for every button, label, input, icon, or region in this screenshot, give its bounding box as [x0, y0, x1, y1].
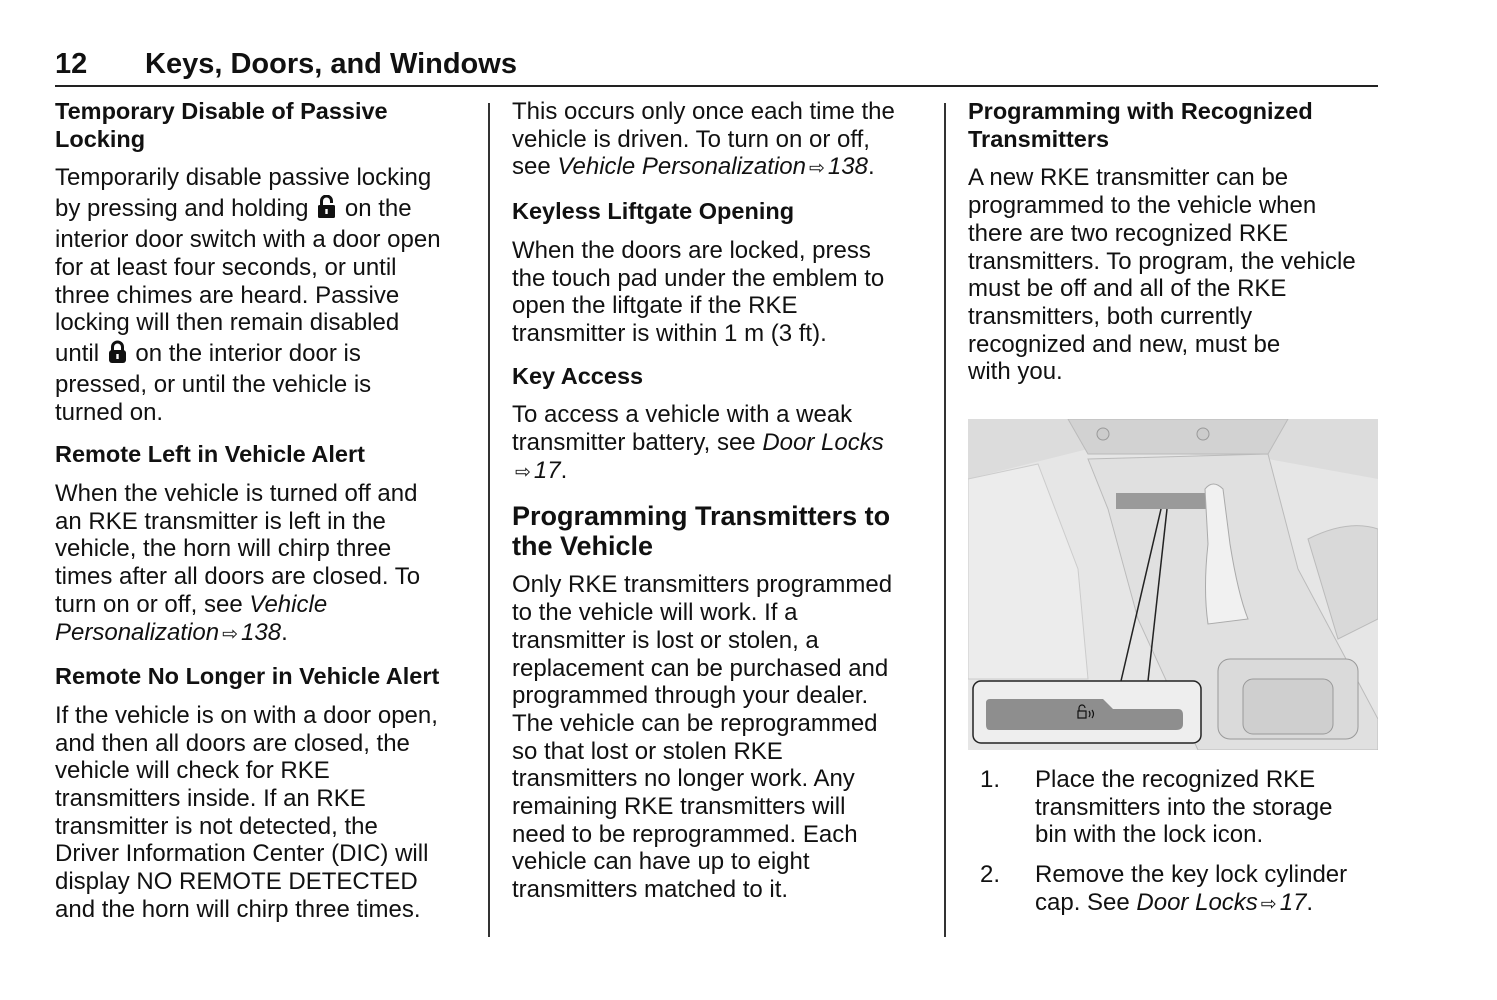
text-line: [512, 765, 932, 793]
text-run: vehicle is driven. To turn on or off,: [512, 125, 870, 153]
text-line: [1035, 794, 1383, 822]
cross-reference-text: Vehicle: [249, 590, 328, 618]
text-run: To access a vehicle with a weak: [512, 401, 853, 429]
text-run: bin with the lock icon.: [1035, 821, 1264, 849]
text-run: on the: [338, 195, 412, 223]
text-run: transmitters matched to it.: [512, 876, 789, 904]
heading-line: Programming Transmitters to: [512, 501, 891, 532]
lock-icon: [106, 340, 129, 367]
text-line: [55, 702, 475, 730]
text-run: there are two recognized RKE: [968, 219, 1289, 247]
section-heading: [968, 98, 1383, 153]
text-run: locking will then remain disabled: [55, 309, 400, 337]
text-line: [55, 535, 475, 563]
text-line: [512, 682, 932, 710]
paragraph: [55, 702, 475, 924]
paragraph: [968, 164, 1383, 386]
cross-reference-text: 138: [827, 153, 868, 181]
text-run: pressed, or until the vehicle is: [55, 370, 372, 398]
section-heading: [55, 663, 475, 691]
text-line: [968, 358, 1383, 386]
text-line: [512, 738, 932, 766]
text-line: [55, 619, 475, 649]
page-reference-arrow-icon: ⇨: [1260, 893, 1277, 915]
text-run: open the liftgate if the RKE: [512, 292, 798, 320]
heading-line: Programming with Recognized: [968, 98, 1313, 124]
text-line: [968, 303, 1383, 331]
page-reference-arrow-icon: ⇨: [808, 158, 825, 180]
text-line: [55, 840, 475, 868]
cross-reference-text: 138: [241, 618, 282, 646]
text-run: transmitter battery, see: [512, 429, 763, 457]
column-left: [55, 98, 475, 939]
text-run: replacement can be purchased and: [512, 654, 889, 682]
text-line: [55, 226, 475, 254]
text-line: [512, 153, 932, 183]
text-line: [1035, 821, 1383, 849]
paragraph: [512, 237, 932, 348]
heading-line: Transmitters: [968, 125, 1110, 152]
text-line: [55, 785, 475, 813]
unlock-icon: [315, 195, 338, 222]
text-run: turned on.: [55, 398, 164, 426]
text-line: [968, 164, 1383, 192]
list-item: [980, 861, 1383, 918]
text-line: [512, 401, 932, 429]
text-run: If the vehicle is on with a door open,: [55, 701, 438, 729]
text-line: [512, 320, 932, 348]
list-number: 1.: [980, 766, 1001, 794]
text-run: Temporarily disable passive locking: [55, 164, 432, 192]
text-run: .: [1306, 888, 1314, 916]
text-run: transmitters. To program, the vehicle: [968, 247, 1356, 275]
text-line: [968, 220, 1383, 248]
cross-reference-text: Personalization: [55, 618, 220, 646]
text-run: for at least four seconds, or until: [55, 253, 397, 281]
section-heading: [512, 363, 932, 391]
text-line: [512, 237, 932, 265]
text-run: transmitters into the storage: [1035, 793, 1333, 821]
text-line: [512, 655, 932, 683]
text-run: to the vehicle will work. If a: [512, 599, 798, 627]
heading-line: Remote Left in Vehicle Alert: [55, 441, 365, 468]
text-line: [512, 627, 932, 655]
text-line: [968, 331, 1383, 359]
text-run: transmitters no longer work. Any: [512, 765, 855, 793]
section-heading: [55, 98, 475, 153]
text-line: [55, 508, 475, 536]
list-item: [980, 766, 1383, 849]
heading-line: Temporary Disable of Passive: [55, 98, 388, 124]
paragraph: [512, 571, 932, 903]
page-number: 12: [55, 48, 88, 80]
header-rule: [55, 85, 1378, 87]
chapter-title: Keys, Doors, and Windows: [145, 48, 517, 80]
text-run: transmitter is lost or stolen, a: [512, 626, 819, 654]
text-run: vehicle, the horn will chirp three: [55, 535, 392, 563]
text-line: [55, 868, 475, 896]
heading-line: the Vehicle: [512, 531, 654, 562]
text-run: and then all doors are closed, the: [55, 729, 410, 757]
text-run: transmitter is within 1 m (3 ft).: [512, 319, 827, 347]
paragraph: [512, 401, 932, 486]
text-line: [512, 126, 932, 154]
text-line: [512, 821, 932, 849]
cross-reference-text: Vehicle Personalization: [557, 153, 806, 181]
text-run: times after all doors are closed. To: [55, 563, 421, 591]
text-line: [512, 457, 932, 487]
text-line: [512, 98, 932, 126]
text-run: by pressing and holding: [55, 195, 316, 223]
text-run: cap. See: [1035, 888, 1137, 916]
text-line: [512, 265, 932, 293]
heading-line: Key Access: [512, 362, 644, 389]
text-run: Place the recognized RKE: [1035, 766, 1316, 794]
text-line: [55, 337, 475, 371]
text-line: [512, 429, 932, 457]
text-run: programmed to the vehicle when: [968, 192, 1317, 220]
text-line: [55, 371, 475, 399]
text-line: [512, 848, 932, 876]
paragraph: [512, 98, 932, 183]
column-divider: [944, 103, 946, 937]
text-line: [512, 876, 932, 904]
section-heading: [55, 441, 475, 469]
text-line: [55, 480, 475, 508]
heading-line: Remote No Longer in Vehicle Alert: [55, 663, 440, 690]
text-run: display NO REMOTE DETECTED: [55, 868, 418, 896]
section-heading: [512, 198, 932, 226]
text-line: [512, 292, 932, 320]
page-reference-arrow-icon: ⇨: [515, 461, 531, 483]
text-line: [1035, 861, 1383, 889]
text-line: [512, 571, 932, 599]
text-line: [55, 164, 475, 192]
page-reference-arrow-icon: ⇨: [222, 623, 239, 645]
text-run: remaining RKE transmitters will: [512, 793, 846, 821]
text-run: .: [867, 153, 875, 181]
text-run: transmitters, both currently: [968, 302, 1253, 330]
text-line: [968, 248, 1383, 276]
paragraph: [55, 480, 475, 648]
text-line: [55, 282, 475, 310]
cross-reference-text: 17: [1279, 888, 1307, 916]
text-run: and the horn will chirp three times.: [55, 895, 421, 923]
text-run: turn on or off, see: [55, 590, 250, 618]
text-run: Remove the key lock cylinder: [1035, 861, 1348, 889]
heading-line: Keyless Liftgate Opening: [512, 198, 795, 225]
text-line: [55, 730, 475, 758]
text-run: an RKE transmitter is left in the: [55, 507, 386, 535]
text-run: interior door switch with a door open: [55, 226, 441, 254]
text-line: [512, 710, 932, 738]
text-run: so that lost or stolen RKE: [512, 737, 783, 765]
text-run: .: [560, 456, 568, 484]
text-run: When the vehicle is turned off and: [55, 480, 418, 508]
list-number: 2.: [980, 861, 1001, 889]
text-line: [55, 563, 475, 591]
text-line: [55, 591, 475, 619]
page-header: [55, 48, 517, 81]
text-run: This occurs only once each time the: [512, 98, 895, 125]
cross-reference-text: 17: [533, 456, 561, 484]
text-run: Driver Information Center (DIC) will: [55, 840, 429, 868]
text-run: must be off and all of the RKE: [968, 275, 1287, 303]
text-line: [512, 599, 932, 627]
text-run: the touch pad under the emblem to: [512, 264, 885, 292]
text-run: on the interior door is: [128, 339, 361, 367]
text-run: .: [281, 618, 288, 646]
text-run: vehicle can have up to eight: [512, 848, 810, 876]
text-run: need to be reprogrammed. Each: [512, 820, 858, 848]
text-run: Only RKE transmitters programmed: [512, 571, 893, 599]
text-line: [55, 896, 475, 924]
text-line: [55, 192, 475, 226]
column-divider: [488, 103, 490, 937]
paragraph: [55, 164, 475, 426]
text-line: [55, 309, 475, 337]
text-run: three chimes are heard. Passive: [55, 281, 400, 309]
text-line: [55, 254, 475, 282]
text-line: [968, 275, 1383, 303]
cross-reference-text: Door Locks: [1136, 888, 1258, 916]
section-heading: [512, 501, 932, 561]
text-line: [55, 757, 475, 785]
text-line: [55, 813, 475, 841]
text-run: recognized and new, must be: [968, 330, 1281, 358]
column-middle: [512, 98, 932, 919]
text-run: The vehicle can be reprogrammed: [512, 709, 878, 737]
text-run: transmitter is not detected, the: [55, 812, 378, 840]
text-run: A new RKE transmitter can be: [968, 164, 1289, 192]
text-run: vehicle will check for RKE: [55, 757, 330, 785]
heading-line: Locking: [55, 125, 146, 152]
text-line: [512, 793, 932, 821]
console-storage-bin-illustration: [968, 419, 1378, 750]
text-run: until: [55, 339, 106, 367]
text-run: with you.: [968, 358, 1063, 386]
text-run: transmitters inside. If an RKE: [55, 785, 366, 813]
text-line: [1035, 766, 1383, 794]
cross-reference-text: Door Locks: [762, 429, 884, 457]
text-run: programmed through your dealer.: [512, 682, 869, 710]
text-run: see: [512, 153, 558, 181]
text-line: [55, 399, 475, 427]
text-line: [1035, 889, 1383, 919]
text-run: When the doors are locked, press: [512, 236, 871, 264]
text-line: [968, 192, 1383, 220]
